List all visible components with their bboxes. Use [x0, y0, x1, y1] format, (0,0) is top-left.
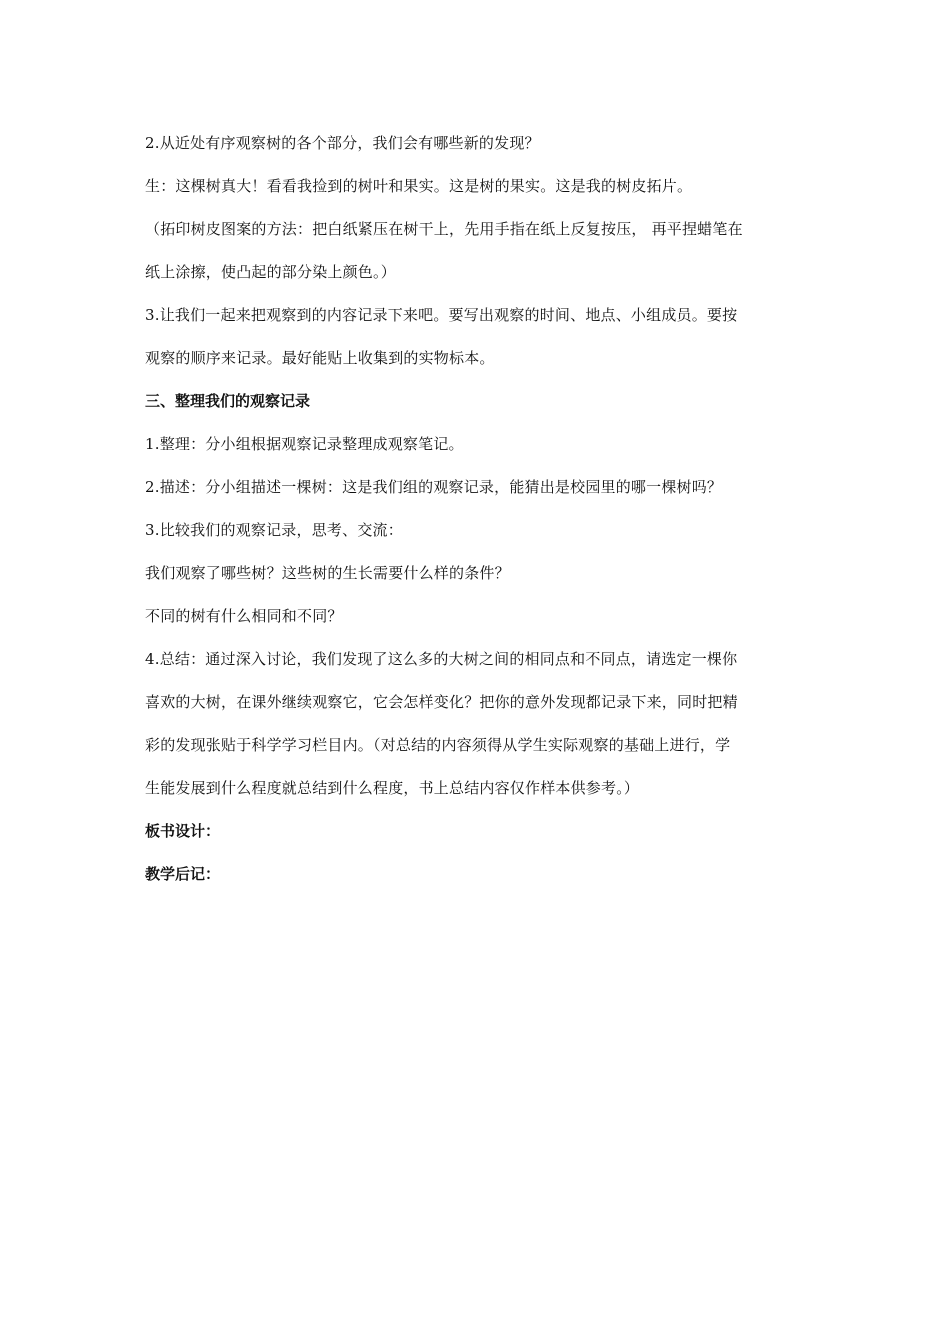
- text-line: 纸上涂擦，使凸起的部分染上颜色。）: [145, 263, 396, 281]
- text-line: 4.总结：通过深入讨论，我们发现了这么多的大树之间的相同点和不同点，请选定一棵你: [145, 650, 738, 668]
- text-line: 3.比较我们的观察记录，思考、交流：: [145, 521, 403, 539]
- document-body: [145, 122, 810, 896]
- text-line: 喜欢的大树，在课外继续观察它，它会怎样变化？把你的意外发现都记录下来，同时把精: [145, 693, 738, 711]
- teaching-notes-heading: 教学后记：: [145, 865, 221, 883]
- text-line: 3.让我们一起来把观察到的内容记录下来吧。要写出观察的时间、地点、小组成员。要按: [145, 306, 738, 324]
- text-line: 我们观察了哪些树？这些树的生长需要什么样的条件？: [145, 564, 510, 582]
- text-line: 2.从近处有序观察树的各个部分，我们会有哪些新的发现？: [145, 134, 540, 152]
- text-line: 彩的发现张贴于科学学习栏目内。（对总结的内容须得从学生实际观察的基础上进行，学: [145, 736, 731, 754]
- section-heading: 三、整理我们的观察记录: [145, 392, 311, 410]
- board-design-heading: 板书设计：: [145, 822, 221, 840]
- text-line: （拓印树皮图案的方法：把白纸紧压在树干上，先用手指在纸上反复按压， 再平捏蜡笔在: [145, 220, 743, 238]
- text-line: 生：这棵树真大！看看我捡到的树叶和果实。这是树的果实。这是我的树皮拓片。: [145, 177, 693, 195]
- text-line: 生能发展到什么程度就总结到什么程度，书上总结内容仅作样本供参考。）: [145, 779, 640, 797]
- text-line: 不同的树有什么相同和不同？: [145, 607, 343, 625]
- text-line: 观察的顺序来记录。最好能贴上收集到的实物标本。: [145, 349, 495, 367]
- text-line: 2.描述：分小组描述一棵树：这是我们组的观察记录，能猜出是校园里的哪一棵树吗？: [145, 478, 723, 496]
- text-line: 1.整理：分小组根据观察记录整理成观察笔记。: [145, 435, 464, 453]
